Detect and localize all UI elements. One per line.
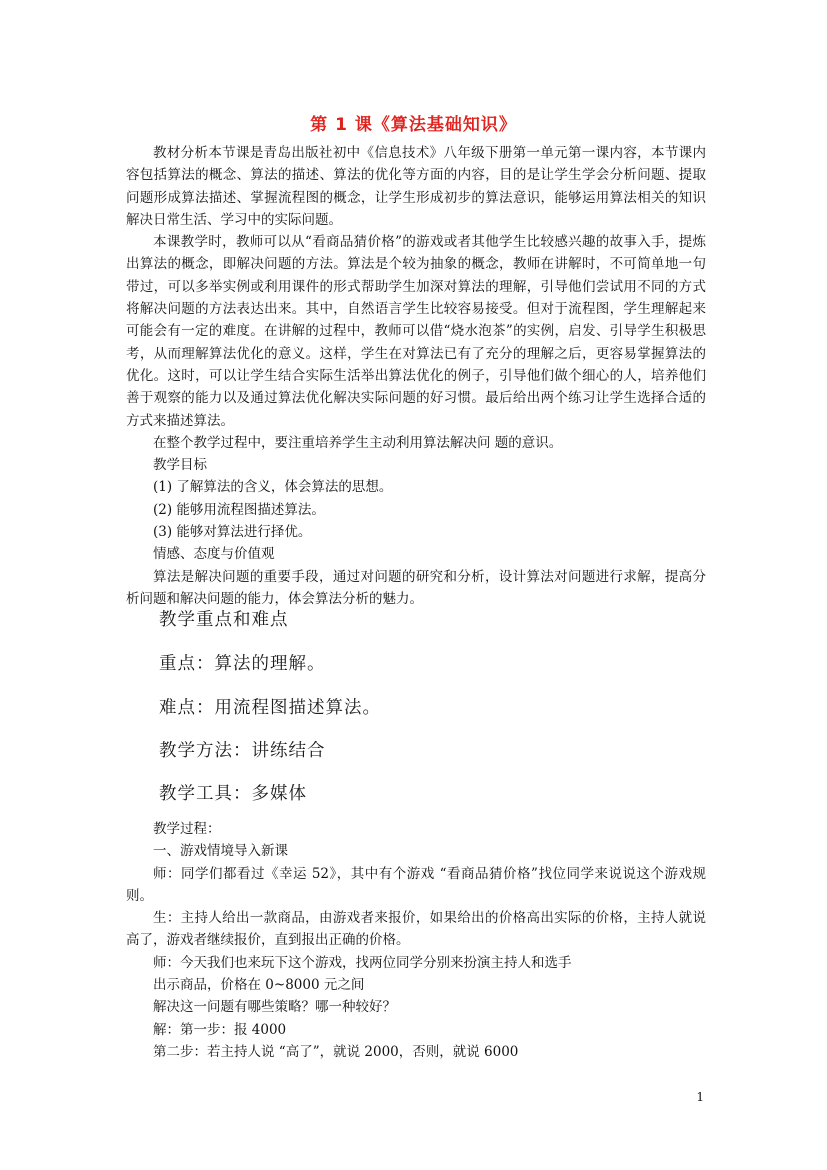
goals-heading: 教学目标 <box>153 457 207 474</box>
analysis-paragraph-1: 教材分析本节课是青岛出版社初中《信息技术》八年级下册第一单元第一课内容，本节课内容包括算法的概念、算法的描述、算法的优化等方面的内容，目的是让学生学会分析问题、提取问题形成算法描述、掌握流程图的概念，让学生形成初步的算法意识，能够运用算法相关的知识解决日常生活、学习中的实际问题。 <box>126 145 706 228</box>
scanned-method-line: 教学方法：讲练结合 <box>159 741 326 761</box>
goal-item-2: (2) 能够用流程图描述算法。 <box>153 501 325 518</box>
teacher-line-2: 师：今天我们也来玩下这个游戏，找两位同学分别来扮演主持人和选手 <box>153 954 572 971</box>
teacher-line-1: 师：同学们都看过《幸运 52》，其中有个游戏 “看商品猜价格”找位同学来说说这个游戏规则。 <box>126 865 706 904</box>
scanned-tools-line: 教学工具：多媒体 <box>159 784 307 804</box>
step-2-line: 第二步：若主持人说 “高了”，就说 2000，否则，就说 6000 <box>153 1043 519 1060</box>
analysis-section <box>126 142 706 610</box>
process-heading: 教学过程： <box>153 821 221 837</box>
goal-item-3: (3) 能够对算法进行择优。 <box>153 524 312 541</box>
student-line-1: 生：主持人给出一款商品，由游戏者来报价，如果给出的价格高出实际的价格，主持人就说高了，游戏者继续报价，直到报出正确的价格。 <box>126 910 706 949</box>
scanned-key-points-heading: 教学重点和难点 <box>159 610 289 630</box>
emotion-heading: 情感、态度与价值观 <box>153 546 275 563</box>
section-heading-1: 一、游戏情境导入新课 <box>153 843 288 860</box>
page-title: 第 1 课《算法基础知识》 <box>310 115 517 135</box>
analysis-paragraph-2: 本课教学时，教师可以从“看商品猜价格”的游戏或者其他学生比较感兴趣的故事入手，提炼出算法的概念，即解决问题的方法。算法是个较为抽象的概念，教师在讲解时，不可简单地一句带过，可以多举实例或利用课件的形式帮助学生加深对算法的理解，引导他们尝试用不同的方式将解决问题的方法表达出来。其中，自然语言学生比较容易接受。但对于流程图，学生理解起来可能会有一定的难度。在讲解的过程中，教师可以借“烧水泡茶”的实例，启发、引导学生积极思考，从而理解算法优化的意义。这样，学生在对算法已有了充分的理解之后，更容易掌握算法的优化。这时，可以让学生结合实际生活举出算法优化的例子，引导他们做个细心的人，培养他们善于观察的能力以及通过算法优化解决实际问题的好习惯。最后给出两个练习让学生选择合适的方式来描述算法。 <box>126 234 706 429</box>
scanned-difficulty-line: 难点：用流程图描述算法。 <box>159 698 381 718</box>
page-number: 1 <box>696 1090 704 1104</box>
question-line: 解决这一问题有哪些策略？哪一种较好？ <box>153 999 396 1016</box>
emotion-text: 算法是解决问题的重要手段，通过对问题的研究和分析，设计算法对问题进行求解，提高分析问题和解决问题的能力，体会算法分析的魅力。 <box>126 568 706 607</box>
process-section <box>126 818 706 1063</box>
step-1-line: 解：第一步：报 4000 <box>153 1021 287 1038</box>
show-product-line: 出示商品，价格在 0~8000 元之间 <box>153 977 365 994</box>
goal-item-1: (1) 了解算法的含义，体会算法的思想。 <box>153 479 393 496</box>
scanned-focus-line: 重点：算法的理解。 <box>159 654 326 674</box>
analysis-paragraph-3: 在整个教学过程中，要注重培养学生主动利用算法解决问 题的意识。 <box>153 434 563 451</box>
